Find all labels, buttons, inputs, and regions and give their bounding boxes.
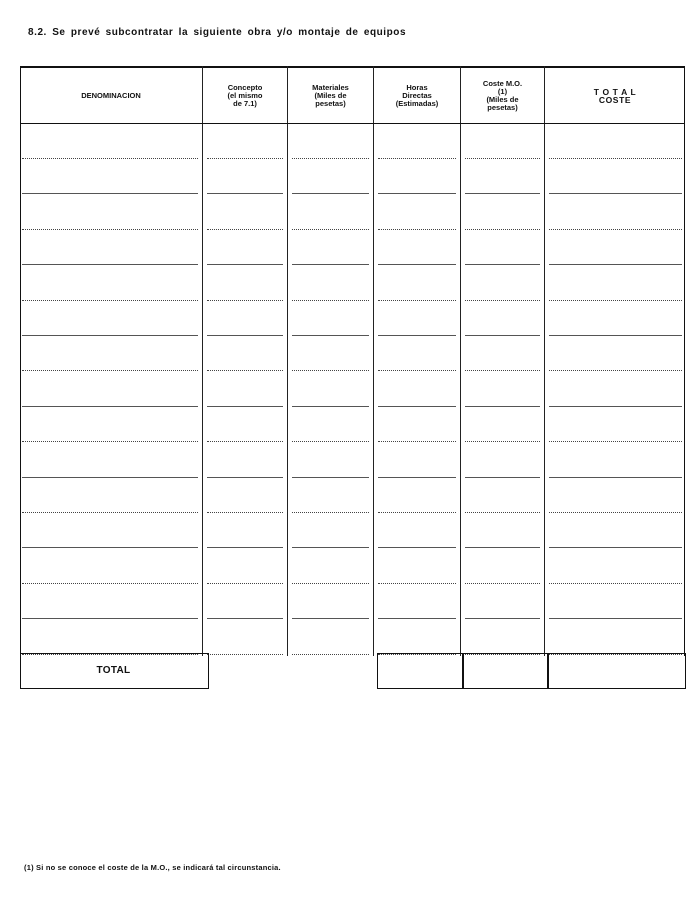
row-rule <box>292 335 369 336</box>
row-rule <box>207 193 283 194</box>
row-rule <box>549 547 682 548</box>
row-rule <box>207 477 283 478</box>
column-divider <box>544 66 545 656</box>
row-rule <box>292 618 369 619</box>
row-rule <box>549 477 682 478</box>
row-rule <box>22 335 198 336</box>
header-concepto: Concepto (el mismo de 7.1) <box>227 82 263 108</box>
row-rule <box>207 335 283 336</box>
row-rule <box>292 547 369 548</box>
row-rule <box>465 406 540 407</box>
row-rule <box>465 583 540 584</box>
row-rule <box>292 512 369 513</box>
row-rule <box>22 264 198 265</box>
row-rule <box>292 406 369 407</box>
header-materiales: Materiales (Miles de pesetas) <box>312 82 349 108</box>
row-rule <box>549 300 682 301</box>
row-rule <box>549 229 682 230</box>
row-rule <box>465 335 540 336</box>
total-horas-cell[interactable] <box>377 653 464 689</box>
row-rule <box>292 583 369 584</box>
row-rule <box>378 264 456 265</box>
row-rule <box>207 300 283 301</box>
row-rule <box>465 300 540 301</box>
column-divider <box>460 66 461 656</box>
row-rule <box>378 335 456 336</box>
row-rule <box>378 406 456 407</box>
row-rule <box>549 512 682 513</box>
header-total-coste: T O T A L COSTE <box>593 86 637 105</box>
row-rule <box>292 441 369 442</box>
total-coste-cell[interactable] <box>547 653 686 689</box>
row-rule <box>378 583 456 584</box>
row-rule <box>378 229 456 230</box>
row-rule <box>465 370 540 371</box>
row-rule <box>465 618 540 619</box>
header-denominacion: DENOMINACION <box>81 90 141 100</box>
row-rule <box>292 264 369 265</box>
row-rule <box>378 193 456 194</box>
row-rule <box>22 193 198 194</box>
row-rule <box>22 370 198 371</box>
column-divider <box>373 66 374 656</box>
section-heading: 8.2. Se prevé subcontratar la siguiente obra y/o montaje de equipos <box>28 27 407 38</box>
row-rule <box>465 264 540 265</box>
row-rule <box>549 441 682 442</box>
column-divider <box>202 66 203 656</box>
subcontract-form-table <box>20 66 685 690</box>
row-rule <box>207 618 283 619</box>
row-rule <box>549 370 682 371</box>
total-coste-mo-cell[interactable] <box>462 653 549 689</box>
row-rule <box>378 158 456 159</box>
row-rule <box>378 618 456 619</box>
row-rule <box>292 370 369 371</box>
row-rule <box>292 193 369 194</box>
row-rule <box>292 229 369 230</box>
row-rule <box>465 441 540 442</box>
row-rule <box>378 477 456 478</box>
row-rule <box>207 441 283 442</box>
row-rule <box>207 547 283 548</box>
row-rule <box>207 512 283 513</box>
row-rule <box>378 441 456 442</box>
row-rule <box>22 229 198 230</box>
row-rule <box>549 158 682 159</box>
row-rule <box>465 158 540 159</box>
row-rule <box>22 441 198 442</box>
row-rule <box>292 158 369 159</box>
row-rule <box>22 512 198 513</box>
row-rule <box>378 512 456 513</box>
row-rule <box>549 335 682 336</box>
row-rule <box>22 300 198 301</box>
footnote: (1) Si no se conoce el coste de la M.O., se indicará tal circunstancia. <box>24 863 281 872</box>
row-rule <box>549 618 682 619</box>
row-rule <box>465 193 540 194</box>
row-rule <box>207 370 283 371</box>
column-divider <box>287 66 288 656</box>
row-rule <box>378 370 456 371</box>
header-separator <box>20 123 685 124</box>
row-rule <box>22 477 198 478</box>
row-rule <box>292 477 369 478</box>
total-label: TOTAL <box>96 664 131 676</box>
row-rule <box>207 264 283 265</box>
row-rule <box>22 618 198 619</box>
row-rule <box>207 158 283 159</box>
row-rule <box>292 300 369 301</box>
row-rule <box>378 547 456 548</box>
total-row <box>20 653 685 689</box>
table-frame <box>20 66 685 656</box>
row-rule <box>549 193 682 194</box>
row-rule <box>465 229 540 230</box>
row-rule <box>465 512 540 513</box>
row-rule <box>207 406 283 407</box>
header-coste-mo: Coste M.O. (1) (Miles de pesetas) <box>482 78 523 112</box>
row-rule <box>378 300 456 301</box>
header-horas-directas: Horas Directas (Estimadas) <box>395 82 439 108</box>
row-rule <box>465 547 540 548</box>
row-rule <box>22 158 198 159</box>
row-rule <box>465 477 540 478</box>
row-rule <box>22 406 198 407</box>
row-rule <box>549 583 682 584</box>
row-rule <box>22 583 198 584</box>
row-rule <box>207 229 283 230</box>
row-rule <box>549 406 682 407</box>
row-rule <box>207 583 283 584</box>
row-rule <box>22 547 198 548</box>
row-rule <box>549 264 682 265</box>
